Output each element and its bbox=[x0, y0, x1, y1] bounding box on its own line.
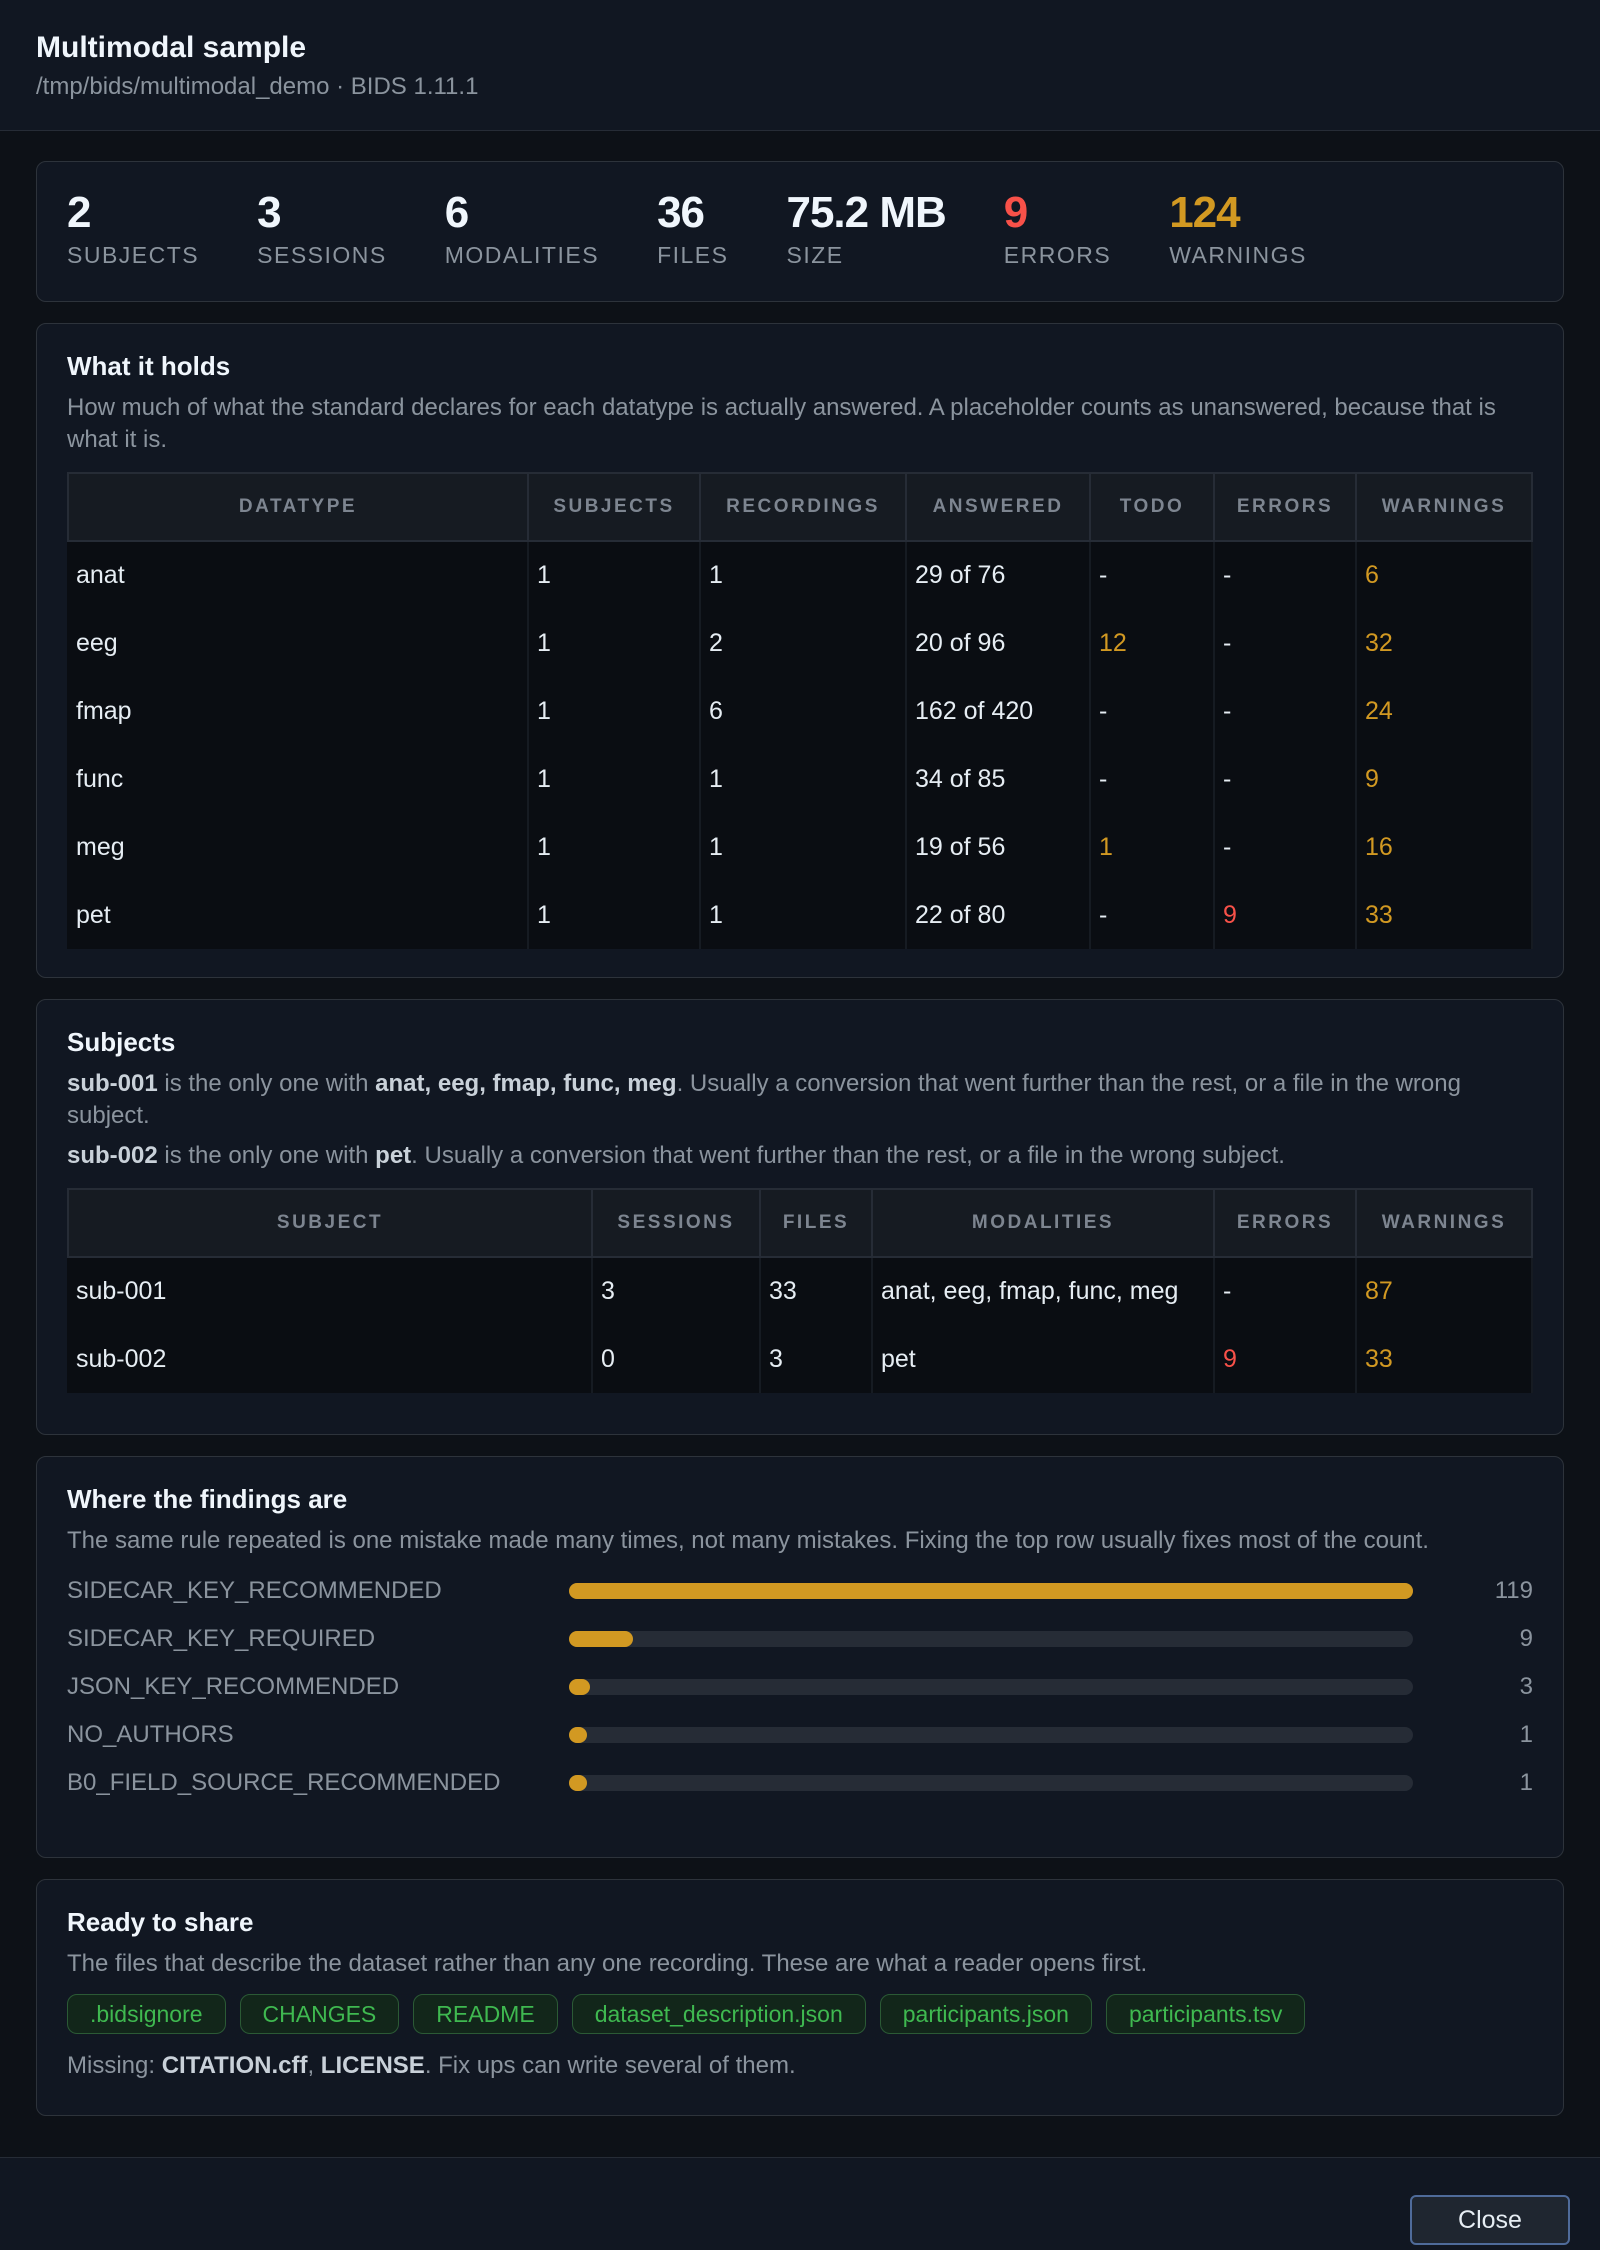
note-subject: sub-001 bbox=[67, 1070, 158, 1097]
table-row bbox=[68, 881, 1532, 949]
cell-todo: 1 bbox=[1090, 813, 1214, 881]
finding-bar bbox=[569, 1631, 633, 1647]
ready-to-share-section bbox=[36, 1879, 1564, 2116]
stat-files bbox=[657, 188, 728, 301]
dialog-footer bbox=[0, 2157, 1600, 2250]
finding-count: 9 bbox=[1519, 1625, 1533, 1652]
stat-warnings bbox=[1169, 188, 1307, 301]
finding-rule: SIDECAR_KEY_RECOMMENDED bbox=[67, 1577, 442, 1604]
column-header-files: FILES bbox=[760, 1189, 872, 1257]
stat-label: SUBJECTS bbox=[67, 242, 200, 268]
cell-datatype: eeg bbox=[68, 609, 528, 677]
note-modalities: pet bbox=[375, 1142, 412, 1169]
finding-row bbox=[67, 1711, 1533, 1759]
stat-label: SIZE bbox=[786, 242, 844, 268]
note-modalities: anat, eeg, fmap, func, meg bbox=[375, 1070, 677, 1097]
finding-rule: SIDECAR_KEY_REQUIRED bbox=[67, 1625, 376, 1652]
cell-errors: - bbox=[1214, 813, 1356, 881]
cell-todo: - bbox=[1090, 677, 1214, 745]
cell-errors: 9 bbox=[1214, 881, 1356, 949]
table-row bbox=[68, 813, 1532, 881]
note-text: . Usually a conversion that went further than the rest, or a file in the wrong subject. bbox=[411, 1142, 1285, 1169]
finding-row bbox=[67, 1567, 1533, 1615]
section-description: The same rule repeated is one mistake made many times, not many mistakes. Fixing the top row usually fixes most of the count. bbox=[67, 1527, 1429, 1554]
cell-answered: 34 of 85 bbox=[906, 745, 1090, 813]
cell-todo: 12 bbox=[1090, 609, 1214, 677]
cell-answered: 20 of 96 bbox=[906, 609, 1090, 677]
cell-recordings: 1 bbox=[700, 881, 906, 949]
missing-separator: , bbox=[307, 2052, 321, 2079]
cell-warnings: 16 bbox=[1356, 813, 1532, 881]
finding-rule: B0_FIELD_SOURCE_RECOMMENDED bbox=[67, 1769, 501, 1796]
cell-todo: - bbox=[1090, 745, 1214, 813]
cell-answered: 22 of 80 bbox=[906, 881, 1090, 949]
cell-datatype: fmap bbox=[68, 677, 528, 745]
cell-warnings: 32 bbox=[1356, 609, 1532, 677]
file-chip: participants.tsv bbox=[1106, 1994, 1305, 2034]
cell-warnings: 6 bbox=[1356, 541, 1532, 609]
note-text: is the only one with bbox=[157, 1142, 376, 1169]
column-header-errors: ERRORS bbox=[1214, 1189, 1356, 1257]
cell-recordings: 1 bbox=[700, 813, 906, 881]
stat-size bbox=[786, 188, 945, 301]
cell-answered: 19 of 56 bbox=[906, 813, 1090, 881]
stat-label: WARNINGS bbox=[1169, 242, 1307, 268]
note-text: is the only one with bbox=[157, 1070, 376, 1097]
findings-bar-chart bbox=[67, 1567, 1533, 1807]
finding-bar-track bbox=[569, 1727, 1413, 1743]
finding-count: 1 bbox=[1519, 1721, 1533, 1748]
table-row bbox=[68, 1325, 1532, 1393]
cell-datatype: func bbox=[68, 745, 528, 813]
cell-todo: - bbox=[1090, 541, 1214, 609]
dataset-path: /tmp/bids/multimodal_demo · BIDS 1.11.1 bbox=[36, 73, 479, 100]
cell-sessions: 0 bbox=[592, 1325, 760, 1393]
finding-row bbox=[67, 1663, 1533, 1711]
stat-subjects bbox=[67, 188, 199, 301]
cell-subjects: 1 bbox=[528, 609, 700, 677]
finding-bar-track bbox=[569, 1631, 1413, 1647]
cell-subjects: 1 bbox=[528, 813, 700, 881]
table-row bbox=[68, 541, 1532, 609]
cell-recordings: 1 bbox=[700, 541, 906, 609]
cell-errors: - bbox=[1214, 677, 1356, 745]
file-chip: .bidsignore bbox=[67, 1994, 226, 2034]
cell-sessions: 3 bbox=[592, 1257, 760, 1325]
cell-warnings: 87 bbox=[1356, 1257, 1532, 1325]
finding-bar bbox=[569, 1583, 1413, 1599]
missing-prefix: Missing: bbox=[67, 2052, 162, 2079]
finding-row bbox=[67, 1615, 1533, 1663]
finding-bar bbox=[569, 1775, 587, 1791]
summary-stats bbox=[36, 161, 1564, 302]
column-header-datatype: DATATYPE bbox=[68, 473, 528, 541]
stat-value: 36 bbox=[657, 188, 705, 237]
column-header-errors: ERRORS bbox=[1214, 473, 1356, 541]
finding-rule: NO_AUTHORS bbox=[67, 1721, 234, 1748]
dialog-header bbox=[0, 0, 1600, 131]
subject-note bbox=[67, 1068, 1533, 1132]
stat-errors bbox=[1004, 188, 1111, 301]
cell-subjects: 1 bbox=[528, 745, 700, 813]
cell-answered: 162 of 420 bbox=[906, 677, 1090, 745]
cell-todo: - bbox=[1090, 881, 1214, 949]
cell-subjects: 1 bbox=[528, 677, 700, 745]
subject-note bbox=[67, 1140, 1533, 1172]
dialog-title: Multimodal sample bbox=[36, 31, 307, 64]
column-header-warnings: WARNINGS bbox=[1356, 1189, 1532, 1257]
file-chip: README bbox=[413, 1994, 557, 2034]
stat-label: FILES bbox=[657, 242, 729, 268]
cell-answered: 29 of 76 bbox=[906, 541, 1090, 609]
table-row bbox=[68, 677, 1532, 745]
datatype-table bbox=[67, 472, 1533, 949]
cell-warnings: 24 bbox=[1356, 677, 1532, 745]
column-header-recordings: RECORDINGS bbox=[700, 473, 906, 541]
finding-count: 1 bbox=[1519, 1769, 1533, 1796]
cell-datatype: anat bbox=[68, 541, 528, 609]
findings-section bbox=[36, 1456, 1564, 1858]
stat-value: 124 bbox=[1169, 188, 1240, 237]
cell-subjects: 1 bbox=[528, 881, 700, 949]
section-description: How much of what the standard declares for each datatype is actually answered. A placeholder counts as unanswered, because that is what it is. bbox=[67, 394, 1496, 453]
missing-suffix: . Fix ups can write several of them. bbox=[424, 2052, 796, 2079]
cell-modalities: pet bbox=[872, 1325, 1214, 1393]
subject-notes bbox=[67, 1068, 1533, 1172]
note-subject: sub-002 bbox=[67, 1142, 158, 1169]
section-title: Ready to share bbox=[67, 1907, 254, 1937]
stat-value: 9 bbox=[1003, 188, 1028, 237]
cell-datatype: meg bbox=[68, 813, 528, 881]
subjects-table bbox=[67, 1188, 1533, 1393]
cell-modalities: anat, eeg, fmap, func, meg bbox=[872, 1257, 1214, 1325]
what-it-holds-section bbox=[36, 323, 1564, 978]
cell-warnings: 9 bbox=[1356, 745, 1532, 813]
section-title: Subjects bbox=[67, 1027, 176, 1057]
finding-bar-track bbox=[569, 1775, 1413, 1791]
stat-label: MODALITIES bbox=[444, 242, 600, 268]
cell-files: 33 bbox=[760, 1257, 872, 1325]
finding-bar bbox=[569, 1727, 587, 1743]
cell-errors: - bbox=[1214, 541, 1356, 609]
column-header-modalities: MODALITIES bbox=[872, 1189, 1214, 1257]
column-header-answered: ANSWERED bbox=[906, 473, 1090, 541]
file-chip: participants.json bbox=[880, 1994, 1092, 2034]
table-row bbox=[68, 1257, 1532, 1325]
column-header-subject: SUBJECT bbox=[68, 1189, 592, 1257]
column-header-subjects: SUBJECTS bbox=[528, 473, 700, 541]
present-files bbox=[67, 1994, 1533, 2034]
cell-recordings: 2 bbox=[700, 609, 906, 677]
finding-rule: JSON_KEY_RECOMMENDED bbox=[67, 1673, 400, 1700]
cell-warnings: 33 bbox=[1356, 881, 1532, 949]
stat-modalities bbox=[445, 188, 599, 301]
stat-label: ERRORS bbox=[1003, 242, 1112, 268]
column-header-warnings: WARNINGS bbox=[1356, 473, 1532, 541]
column-header-todo: TODO bbox=[1090, 473, 1214, 541]
column-header-sessions: SESSIONS bbox=[592, 1189, 760, 1257]
stat-value: 6 bbox=[444, 188, 469, 237]
section-description: The files that describe the dataset rather than any one recording. These are what a reader opens first. bbox=[67, 1950, 1148, 1977]
section-title: What it holds bbox=[67, 351, 231, 381]
stat-value: 3 bbox=[257, 188, 281, 237]
finding-count: 119 bbox=[1494, 1577, 1533, 1604]
cell-warnings: 33 bbox=[1356, 1325, 1532, 1393]
cell-errors: 9 bbox=[1214, 1325, 1356, 1393]
file-chip: dataset_description.json bbox=[572, 1994, 866, 2034]
cell-recordings: 1 bbox=[700, 745, 906, 813]
stat-value: 75.2 MB bbox=[786, 188, 946, 237]
file-chip: CHANGES bbox=[240, 1994, 400, 2034]
note-text: . Usually a conversion that went further than the rest, or a file in the wrong subject. bbox=[67, 1070, 1461, 1129]
finding-bar-track bbox=[569, 1679, 1413, 1695]
missing-file: CITATION.cff bbox=[161, 2052, 308, 2079]
table-row bbox=[68, 609, 1532, 677]
cell-subjects: 1 bbox=[528, 541, 700, 609]
finding-count: 3 bbox=[1519, 1673, 1533, 1700]
dialog-content bbox=[0, 131, 1600, 2116]
missing-file: LICENSE bbox=[320, 2052, 425, 2079]
close-button[interactable]: Close bbox=[1410, 2195, 1570, 2245]
subjects-section bbox=[36, 999, 1564, 1435]
cell-files: 3 bbox=[760, 1325, 872, 1393]
cell-errors: - bbox=[1214, 609, 1356, 677]
stat-label: SESSIONS bbox=[257, 242, 387, 268]
finding-bar-track bbox=[569, 1583, 1413, 1599]
finding-row bbox=[67, 1759, 1533, 1807]
cell-subject: sub-001 bbox=[68, 1257, 592, 1325]
cell-datatype: pet bbox=[68, 881, 528, 949]
cell-errors: - bbox=[1214, 745, 1356, 813]
stat-sessions bbox=[257, 188, 387, 301]
stat-value: 2 bbox=[67, 188, 91, 237]
section-title: Where the findings are bbox=[67, 1484, 348, 1514]
cell-recordings: 6 bbox=[700, 677, 906, 745]
cell-subject: sub-002 bbox=[68, 1325, 592, 1393]
finding-bar bbox=[569, 1679, 590, 1695]
missing-files-note bbox=[67, 2050, 1533, 2082]
table-row bbox=[68, 745, 1532, 813]
cell-errors: - bbox=[1214, 1257, 1356, 1325]
